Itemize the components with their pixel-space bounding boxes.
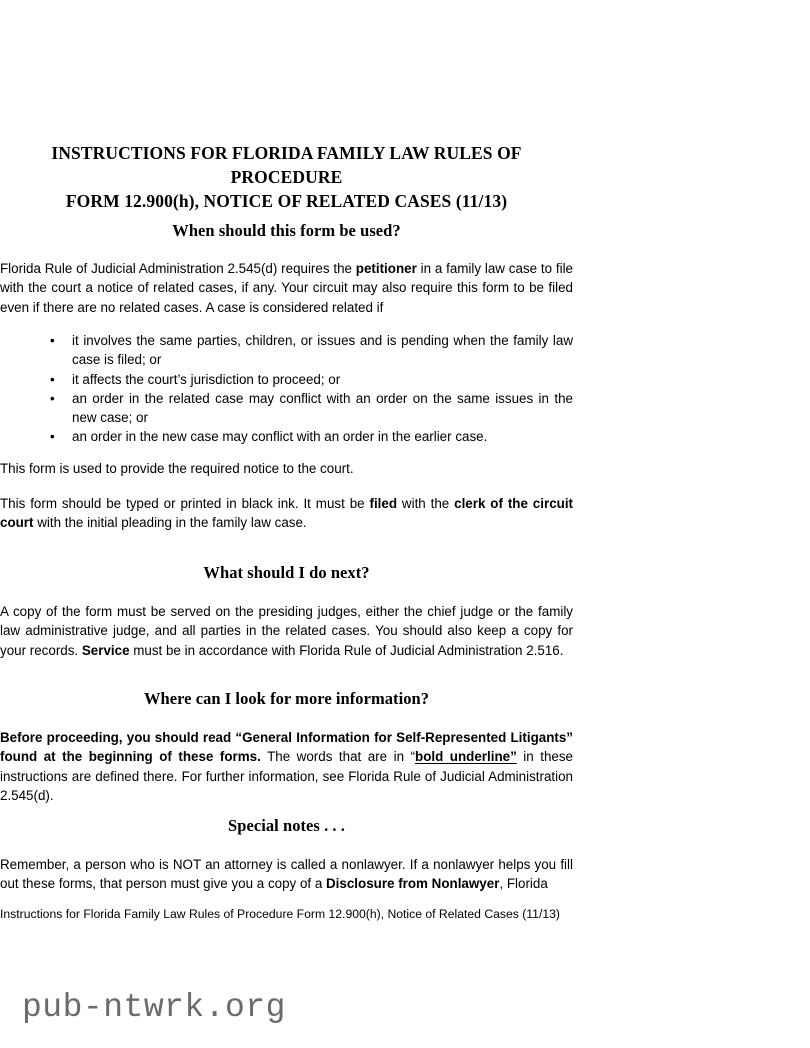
filing-text-3: with the initial pleading in the family law case. [33, 515, 307, 531]
service-text-1: A copy of the form must be served on the presiding judges, either the chief judge or the family law administrative judge, and all parties in the related cases. You should also keep a copy for your records. [0, 604, 573, 658]
page-title-line-2: FORM 12.900(h), NOTICE OF RELATED CASES (11/13) [65, 191, 508, 211]
section-heading-special-notes: Special notes . . . [228, 816, 345, 835]
term-filed: filed [369, 496, 398, 511]
list-item [0, 389, 573, 428]
filing-text-1: This form should be typed or printed in black ink. It must be [0, 496, 370, 511]
list-item-label: an order in the related case may conflict with an order on the same issues in the new case; or [72, 390, 573, 426]
paragraph-filing-instructions [0, 494, 573, 533]
bullet-icon: • [50, 429, 55, 445]
list-item [0, 370, 573, 389]
section-heading-more-information: Where can I look for more information? [143, 689, 430, 708]
term-disclosure-from-nonlawyer: Disclosure from Nonlawyer [326, 876, 500, 892]
filing-text-2: with the [397, 496, 455, 511]
term-bold-underline: bold underline” [415, 749, 517, 765]
list-item [0, 427, 573, 446]
intro-text-after-bold: in a family law case to file with the court a notice of related cases, if any. Your circuit may also require this form to be filed even if there are no related cases. A case is considered related if [0, 261, 573, 315]
site-watermark: pub-ntwrk.org [22, 989, 286, 1026]
service-text-2: must be in accordance with Florida Rule of Judicial Administration 2.516. [129, 642, 564, 658]
paragraph-purpose: This form is used to provide the required notice to the court. [0, 461, 354, 476]
bullet-icon: • [50, 371, 55, 387]
section-heading-when-used: When should this form be used? [172, 221, 401, 240]
more-info-text-1: The words that are in “ [260, 749, 416, 765]
term-petitioner: petitioner [355, 261, 417, 276]
list-item-label: an order in the new case may conflict with an order in the earlier case. [72, 429, 488, 445]
list-item [0, 331, 573, 370]
list-item-label: it involves the same parties, children, or issues and is pending when the family law case is filed; or [72, 333, 573, 368]
intro-text-before-bold: Florida Rule of Judicial Administration 2.545(d) requires the [0, 261, 356, 276]
paragraph-service-instructions [0, 602, 573, 660]
instruction-read-general-information: Before proceeding, you should read “General Information for Self-Represented Litigants” found at the beginning of these forms. [0, 730, 573, 765]
bullet-icon: • [50, 333, 55, 348]
paragraph-intro-requires [0, 259, 573, 317]
special-notes-text-1: Remember, a person who is NOT an attorney is called a nonlawyer. If a nonlawyer helps you fill out these forms, that person must give you a copy of a [0, 857, 573, 892]
term-service: Service [81, 642, 130, 658]
term-clerk-of-the-circuit-court: clerk of the circuit court [0, 496, 573, 531]
list-item-label: it affects the court’s jurisdiction to proceed; or [72, 371, 341, 387]
paragraph-more-information [0, 728, 573, 805]
page-footer: Instructions for Florida Family Law Rules of Procedure Form 12.900(h), Notice of Related Cases (11/13) [0, 907, 560, 921]
more-info-text-2: in these instructions are defined there. For further information, see Florida Rule of Judicial Administration 2.545(d). [0, 749, 573, 803]
paragraph-nonlawyer-disclosure [0, 855, 573, 894]
bullet-icon: • [50, 390, 55, 406]
page-title [0, 141, 573, 213]
section-heading-do-next: What should I do next? [203, 563, 370, 582]
page-title-line-1: INSTRUCTIONS FOR FLORIDA FAMILY LAW RULES OF PROCEDURE [51, 143, 522, 187]
related-case-criteria-list [0, 331, 573, 447]
special-notes-text-2: , Florida [499, 876, 548, 892]
